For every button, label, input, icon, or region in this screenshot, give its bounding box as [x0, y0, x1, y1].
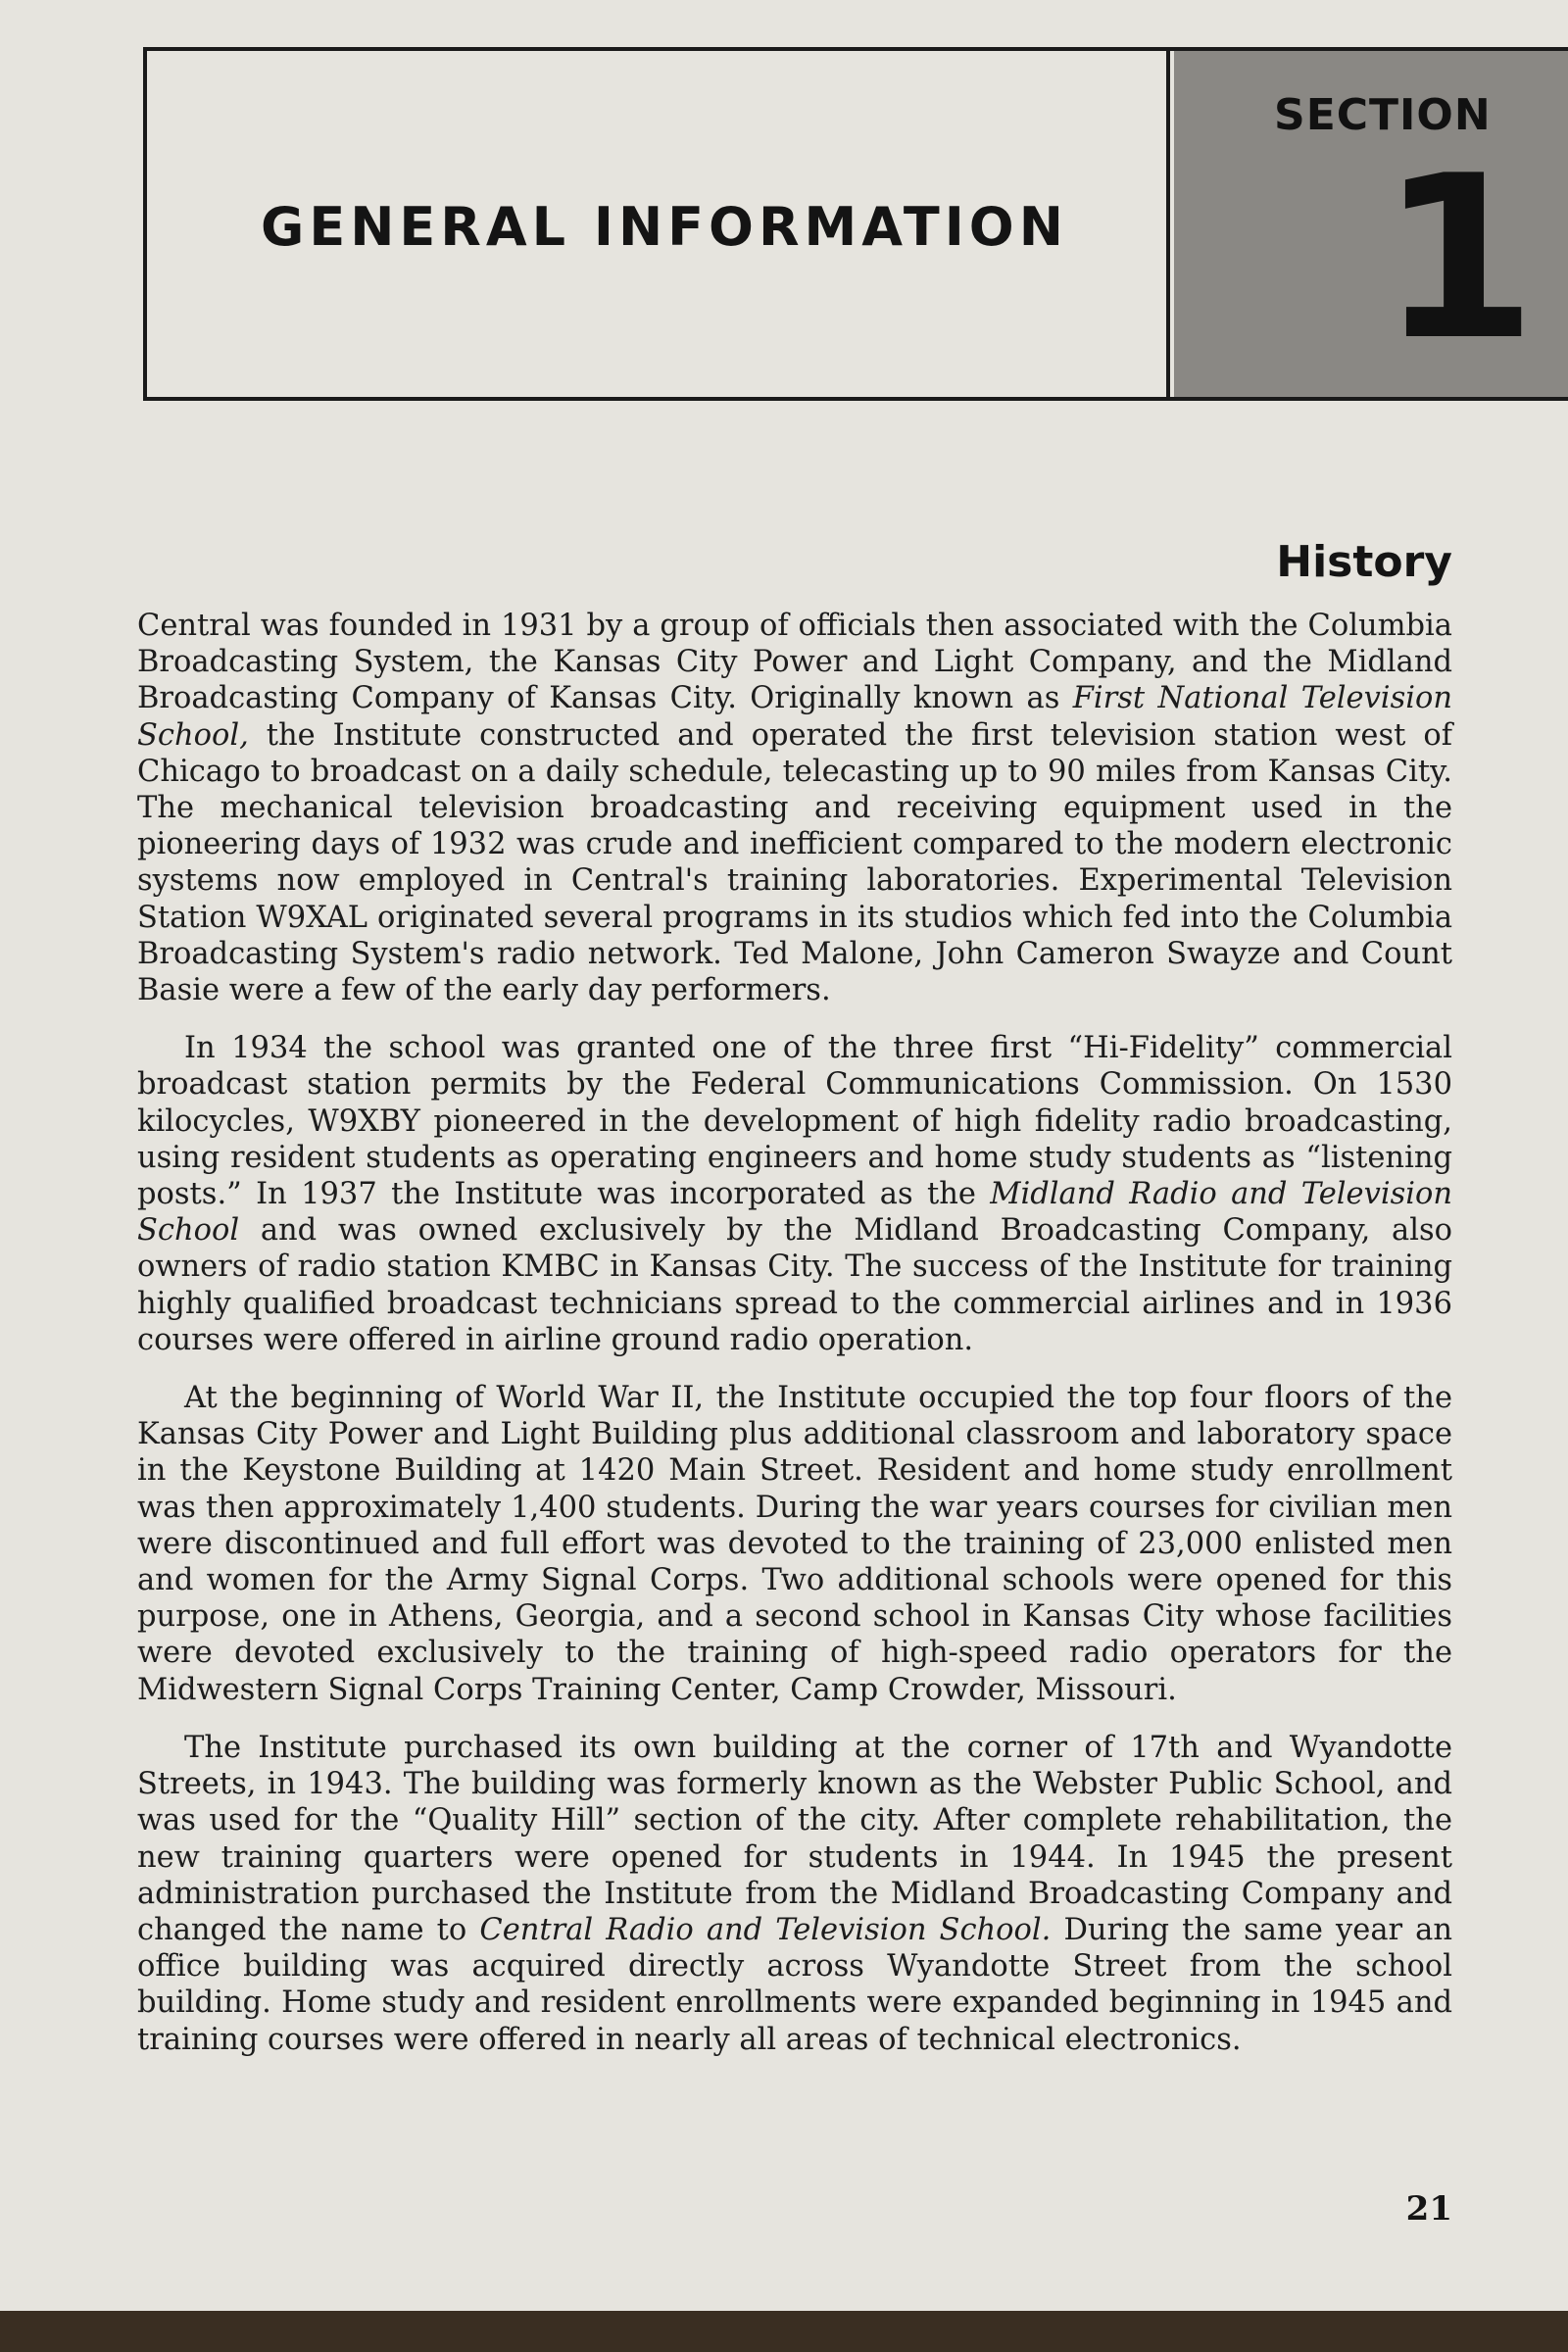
paragraph-3-text: At the beginning of World War II, the Institute occupied the top four floors of the Kansas City Power and Light Building plus additional classroom and laboratory space in the Keystone Building at 1420 Main Street. Resident and home study enrollment was then approximately 1,400 students. During the war years courses for civilian men were discontinued and full effort was devoted to the training of 23,000 enlisted men and women for the Army Signal Corps. Two additional schools were opened for this purpose, one in Athens, Georgia, and a second school in Kansas City whose facilities were devoted exclusively to the training of high-speed radio operators for the Midwestern Signal Corps Training Center, Camp Crowder, Missouri. — [137, 1381, 1452, 1707]
body-text — [137, 608, 1452, 2080]
paragraph-4 — [137, 1730, 1452, 2058]
page-number: 21 — [1405, 2189, 1452, 2229]
section-subheading: History — [1276, 537, 1452, 587]
paragraph-4-text-a: The Institute purchased its own building at the corner of 17th and Wyandotte Streets, in 1943. The building was formerly known as the Webster Public School, and was used for the “Quality Hill” section of the city. After complete rehabilitation, the new training quarters were opened for students in 1944. In 1945 the present administration purchased the Institute from the Midland Broadcasting Company and changed the name to — [137, 1730, 1452, 1947]
paragraph-4-text-b: During the same year an office building was acquired directly across Wyandotte Street from the school building. Home study and resident enrollments were expanded beginning in 1945 and training courses were offered in nearly all areas of technical electronics. — [137, 1912, 1452, 2057]
paragraph-1-italic: First National Television School, — [137, 681, 1452, 753]
paragraph-1-text-a: Central was founded in 1931 by a group of officials then associated with the Columbia Broadcasting System, the Kansas City Power and Light Company, and the Midland Broadcasting Company of Kansas City. Originally known as — [137, 609, 1452, 716]
table-surface — [0, 2311, 1568, 2352]
paragraph-3 — [137, 1380, 1452, 1708]
paragraph-2-italic: Midland Radio and Television School — [137, 1177, 1452, 1249]
paragraph-4-italic: Central Radio and Television School. — [479, 1912, 1052, 1947]
page-title: GENERAL INFORMATION — [261, 196, 1068, 258]
paragraph-2-text-a: In 1934 the school was granted one of the three first “Hi-Fidelity” commercial broadcast station permits by the Federal Communications Commission. On 1530 kilocycles, W9XBY pioneered in the development of high fidelity radio broadcasting, using resident students as operating engineers and home study students as “listening posts.” In 1937 the Institute was incorporated as the — [137, 1031, 1452, 1212]
paragraph-2 — [137, 1030, 1452, 1358]
section-number: 1 — [1380, 128, 1538, 390]
paragraph-1-text-b: the Institute constructed and operated the first television station west of Chicago to broadcast on a daily schedule, telecasting up to 90 miles from Kansas City. The mechanical television broadcasting and receiving equipment used in the pioneering days of 1932 was crude and inefficient compared to the modern electronic systems now employed in Central's training laboratories. Experimental Television Station W9XAL originated several programs in its studios which fed into the Columbia Broadcasting System's radio network. Ted Malone, John Cameron Swayze and Count Basie were a few of the early day performers. — [137, 717, 1452, 1008]
section-label: SECTION — [1274, 90, 1492, 140]
paragraph-2-text-b: and was owned exclusively by the Midland Broadcasting Company, also owners of radio station KMBC in Kansas City. The success of the Institute for training highly qualified broadcast technicians spread to the commercial airlines and in 1936 courses were offered in airline ground radio operation. — [137, 1213, 1452, 1357]
paragraph-1 — [137, 608, 1452, 1008]
